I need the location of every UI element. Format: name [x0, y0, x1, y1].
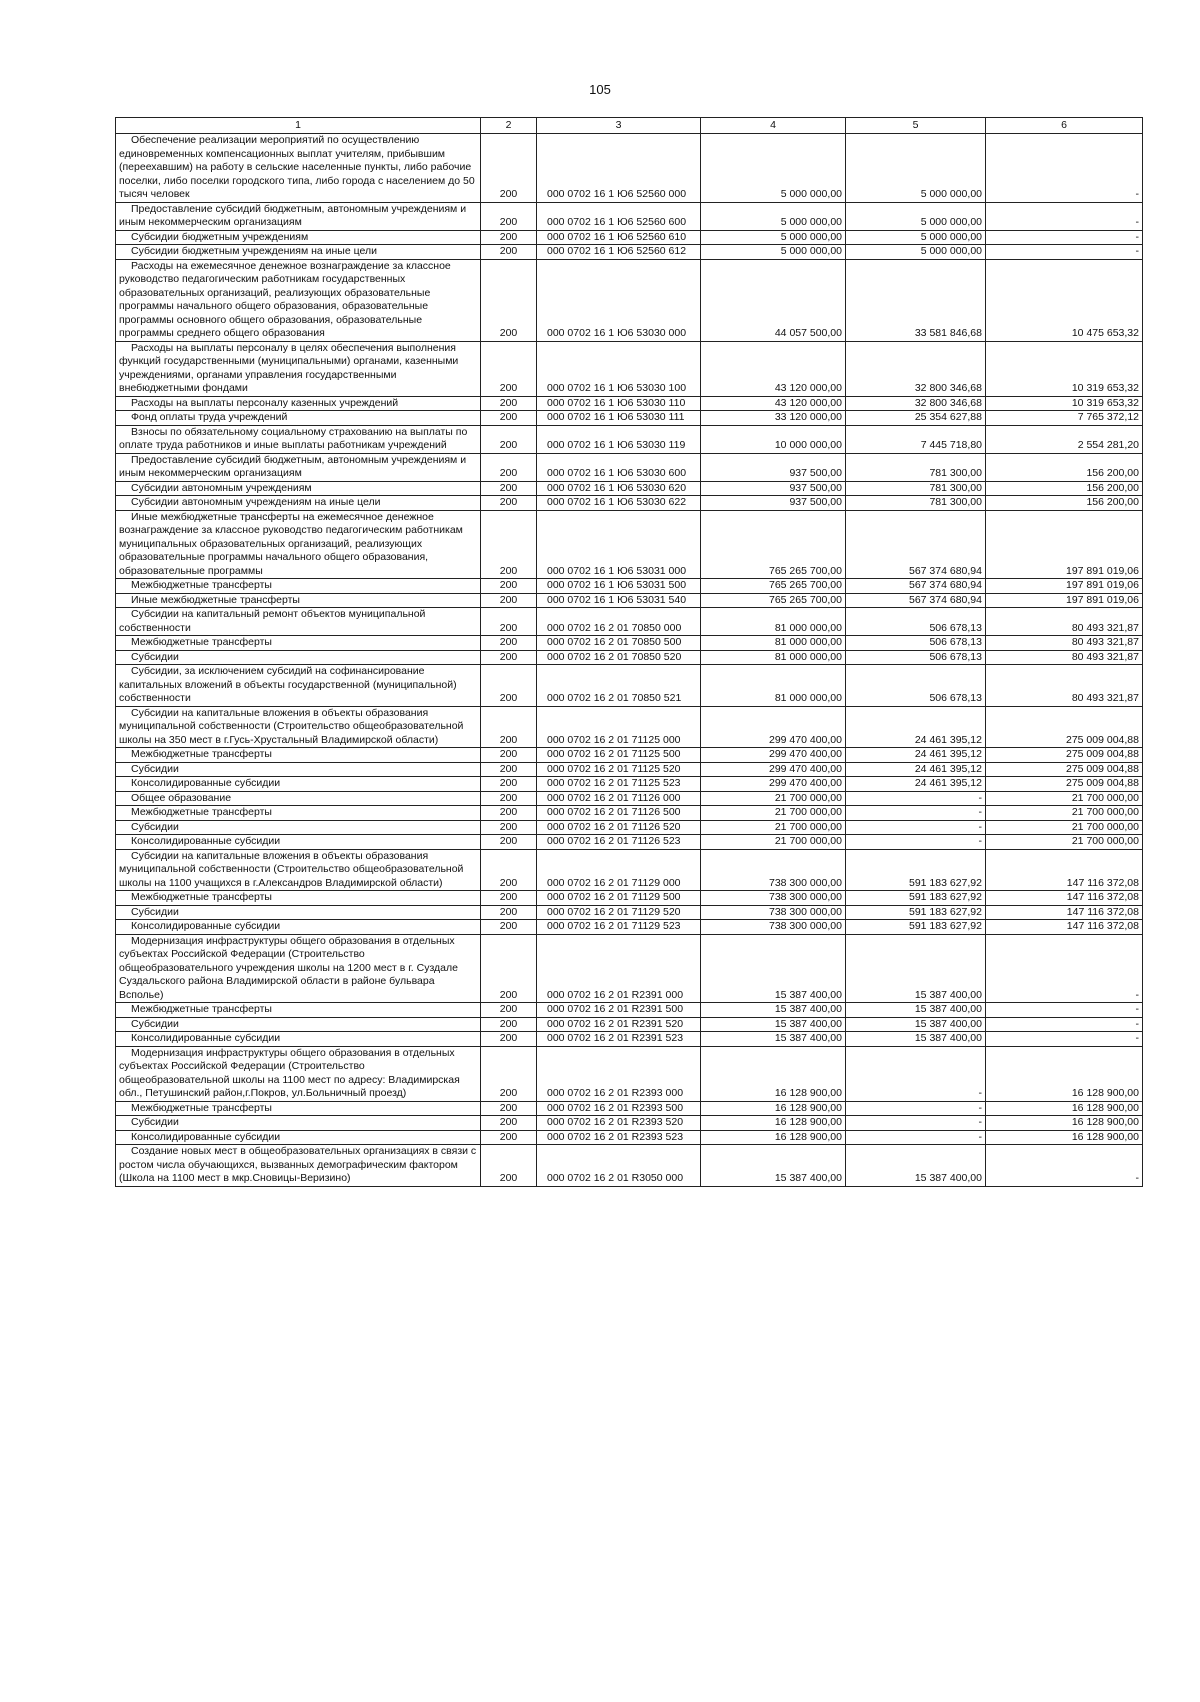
approved-amount-cell: 5 000 000,00: [701, 202, 846, 230]
item-name-cell: Субсидии на капитальные вложения в объекты образования муниципальной собственности (Строительство общеобразовательной школы на 350 мест в г.Гусь-Хрустальный Владимирской области): [116, 706, 481, 748]
executed-amount-cell: 32 800 346,68: [846, 341, 986, 396]
admin-code-cell: 200: [481, 259, 537, 341]
item-name-cell: Взносы по обязательному социальному страхованию на выплаты по оплате труда работников и иные выплаты работникам учреждений: [116, 425, 481, 453]
admin-code-cell: 200: [481, 835, 537, 850]
table-row: [116, 411, 1143, 426]
remaining-amount-cell: 16 128 900,00: [986, 1101, 1143, 1116]
remaining-amount-cell: 80 493 321,87: [986, 636, 1143, 651]
admin-code-cell: 200: [481, 891, 537, 906]
header-col-1: 1: [116, 118, 481, 134]
approved-amount-cell: 738 300 000,00: [701, 891, 846, 906]
table-row: [116, 835, 1143, 850]
admin-code-cell: 200: [481, 762, 537, 777]
table-row: [116, 1130, 1143, 1145]
item-name-cell: Фонд оплаты труда учреждений: [116, 411, 481, 426]
admin-code-cell: 200: [481, 1130, 537, 1145]
header-col-3: 3: [537, 118, 701, 134]
executed-amount-cell: 24 461 395,12: [846, 706, 986, 748]
item-name-cell: Субсидии: [116, 905, 481, 920]
admin-code-cell: 200: [481, 791, 537, 806]
approved-amount-cell: 738 300 000,00: [701, 849, 846, 891]
budget-code-cell: 000 0702 16 2 01 70850 500: [537, 636, 701, 651]
item-name-cell: Межбюджетные трансферты: [116, 1101, 481, 1116]
remaining-amount-cell: 21 700 000,00: [986, 835, 1143, 850]
executed-amount-cell: 591 183 627,92: [846, 849, 986, 891]
executed-amount-cell: 591 183 627,92: [846, 920, 986, 935]
admin-code-cell: 200: [481, 134, 537, 203]
table-row: [116, 396, 1143, 411]
item-name-cell: Субсидии на капитальные вложения в объекты образования муниципальной собственности (Строительство общеобразовательной школы на 1100 учащихся в г.Александров Владимирской области): [116, 849, 481, 891]
item-name-cell: Консолидированные субсидии: [116, 1032, 481, 1047]
admin-code-cell: 200: [481, 1101, 537, 1116]
budget-code-cell: 000 0702 16 2 01 R2391 520: [537, 1017, 701, 1032]
table-row: [116, 510, 1143, 579]
item-name-cell: Предоставление субсидий бюджетным, автономным учреждениям и иным некоммерческим организациям: [116, 453, 481, 481]
executed-amount-cell: -: [846, 1101, 986, 1116]
remaining-amount-cell: 16 128 900,00: [986, 1130, 1143, 1145]
table-body: [116, 134, 1143, 1187]
budget-code-cell: 000 0702 16 2 01 71126 520: [537, 820, 701, 835]
table-row: [116, 665, 1143, 707]
remaining-amount-cell: 156 200,00: [986, 453, 1143, 481]
budget-code-cell: 000 0702 16 2 01 71129 000: [537, 849, 701, 891]
admin-code-cell: 200: [481, 425, 537, 453]
table-row: [116, 1046, 1143, 1101]
budget-code-cell: 000 0702 16 2 01 71125 000: [537, 706, 701, 748]
executed-amount-cell: 591 183 627,92: [846, 891, 986, 906]
approved-amount-cell: 10 000 000,00: [701, 425, 846, 453]
executed-amount-cell: 24 461 395,12: [846, 777, 986, 792]
approved-amount-cell: 15 387 400,00: [701, 1017, 846, 1032]
remaining-amount-cell: 147 116 372,08: [986, 905, 1143, 920]
table-row: [116, 230, 1143, 245]
remaining-amount-cell: 197 891 019,06: [986, 579, 1143, 594]
page-number: 105: [589, 82, 611, 97]
budget-code-cell: 000 0702 16 2 01 R2391 000: [537, 934, 701, 1003]
budget-code-cell: 000 0702 16 2 01 R2391 500: [537, 1003, 701, 1018]
item-name-cell: Субсидии автономным учреждениям: [116, 481, 481, 496]
approved-amount-cell: 16 128 900,00: [701, 1046, 846, 1101]
header-row: [116, 118, 1143, 134]
remaining-amount-cell: 21 700 000,00: [986, 791, 1143, 806]
budget-code-cell: 000 0702 16 2 01 71129 500: [537, 891, 701, 906]
executed-amount-cell: -: [846, 791, 986, 806]
item-name-cell: Субсидии: [116, 650, 481, 665]
header-col-5: 5: [846, 118, 986, 134]
budget-code-cell: 000 0702 16 2 01 71125 520: [537, 762, 701, 777]
item-name-cell: Субсидии бюджетным учреждениям на иные цели: [116, 245, 481, 260]
budget-code-cell: 000 0702 16 2 01 71129 520: [537, 905, 701, 920]
item-name-cell: Субсидии, за исключением субсидий на софинансирование капитальных вложений в объекты государственной (муниципальной) собственности: [116, 665, 481, 707]
budget-code-cell: 000 0702 16 1 Ю6 52560 612: [537, 245, 701, 260]
executed-amount-cell: 506 678,13: [846, 650, 986, 665]
item-name-cell: Межбюджетные трансферты: [116, 748, 481, 763]
budget-code-cell: 000 0702 16 2 01 70850 521: [537, 665, 701, 707]
item-name-cell: Межбюджетные трансферты: [116, 891, 481, 906]
approved-amount-cell: 5 000 000,00: [701, 230, 846, 245]
remaining-amount-cell: -: [986, 202, 1143, 230]
budget-code-cell: 000 0702 16 1 Ю6 53030 110: [537, 396, 701, 411]
approved-amount-cell: 765 265 700,00: [701, 510, 846, 579]
table-row: [116, 706, 1143, 748]
executed-amount-cell: 33 581 846,68: [846, 259, 986, 341]
approved-amount-cell: 937 500,00: [701, 453, 846, 481]
table-row: [116, 579, 1143, 594]
item-name-cell: Субсидии на капитальный ремонт объектов муниципальной собственности: [116, 608, 481, 636]
budget-code-cell: 000 0702 16 2 01 71125 500: [537, 748, 701, 763]
approved-amount-cell: 16 128 900,00: [701, 1116, 846, 1131]
remaining-amount-cell: 7 765 372,12: [986, 411, 1143, 426]
remaining-amount-cell: 275 009 004,88: [986, 762, 1143, 777]
approved-amount-cell: 21 700 000,00: [701, 791, 846, 806]
budget-code-cell: 000 0702 16 1 Ю6 52560 610: [537, 230, 701, 245]
budget-code-cell: 000 0702 16 1 Ю6 53031 540: [537, 593, 701, 608]
approved-amount-cell: 15 387 400,00: [701, 1145, 846, 1187]
admin-code-cell: 200: [481, 905, 537, 920]
item-name-cell: Межбюджетные трансферты: [116, 579, 481, 594]
approved-amount-cell: 21 700 000,00: [701, 806, 846, 821]
table-row: [116, 1032, 1143, 1047]
table-row: [116, 650, 1143, 665]
admin-code-cell: 200: [481, 453, 537, 481]
admin-code-cell: 200: [481, 777, 537, 792]
remaining-amount-cell: 2 554 281,20: [986, 425, 1143, 453]
executed-amount-cell: 506 678,13: [846, 665, 986, 707]
item-name-cell: Субсидии: [116, 762, 481, 777]
budget-code-cell: 000 0702 16 2 01 71126 500: [537, 806, 701, 821]
admin-code-cell: 200: [481, 934, 537, 1003]
approved-amount-cell: 43 120 000,00: [701, 396, 846, 411]
approved-amount-cell: 765 265 700,00: [701, 593, 846, 608]
budget-code-cell: 000 0702 16 1 Ю6 53030 119: [537, 425, 701, 453]
item-name-cell: Общее образование: [116, 791, 481, 806]
approved-amount-cell: 44 057 500,00: [701, 259, 846, 341]
executed-amount-cell: 32 800 346,68: [846, 396, 986, 411]
budget-code-cell: 000 0702 16 2 01 R2393 500: [537, 1101, 701, 1116]
table-row: [116, 134, 1143, 203]
approved-amount-cell: 81 000 000,00: [701, 608, 846, 636]
executed-amount-cell: 567 374 680,94: [846, 593, 986, 608]
remaining-amount-cell: 156 200,00: [986, 481, 1143, 496]
admin-code-cell: 200: [481, 1032, 537, 1047]
approved-amount-cell: 16 128 900,00: [701, 1130, 846, 1145]
budget-code-cell: 000 0702 16 1 Ю6 53030 622: [537, 496, 701, 511]
remaining-amount-cell: -: [986, 230, 1143, 245]
table-row: [116, 636, 1143, 651]
admin-code-cell: 200: [481, 202, 537, 230]
item-name-cell: Субсидии: [116, 820, 481, 835]
admin-code-cell: 200: [481, 496, 537, 511]
remaining-amount-cell: 21 700 000,00: [986, 820, 1143, 835]
executed-amount-cell: 781 300,00: [846, 481, 986, 496]
table-row: [116, 481, 1143, 496]
table-row: [116, 777, 1143, 792]
item-name-cell: Консолидированные субсидии: [116, 920, 481, 935]
approved-amount-cell: 21 700 000,00: [701, 835, 846, 850]
budget-code-cell: 000 0702 16 1 Ю6 52560 000: [537, 134, 701, 203]
executed-amount-cell: 506 678,13: [846, 608, 986, 636]
approved-amount-cell: 33 120 000,00: [701, 411, 846, 426]
budget-code-cell: 000 0702 16 1 Ю6 53030 100: [537, 341, 701, 396]
item-name-cell: Межбюджетные трансферты: [116, 806, 481, 821]
remaining-amount-cell: 80 493 321,87: [986, 650, 1143, 665]
executed-amount-cell: 781 300,00: [846, 453, 986, 481]
budget-code-cell: 000 0702 16 1 Ю6 53030 000: [537, 259, 701, 341]
executed-amount-cell: 7 445 718,80: [846, 425, 986, 453]
executed-amount-cell: 567 374 680,94: [846, 510, 986, 579]
item-name-cell: Расходы на выплаты персоналу в целях обеспечения выполнения функций государственными (муниципальными) органами, казенными учреждениями, органами управления государственными внебюджетными фондами: [116, 341, 481, 396]
remaining-amount-cell: 10 475 653,32: [986, 259, 1143, 341]
admin-code-cell: 200: [481, 920, 537, 935]
remaining-amount-cell: 156 200,00: [986, 496, 1143, 511]
budget-code-cell: 000 0702 16 1 Ю6 53031 500: [537, 579, 701, 594]
remaining-amount-cell: 275 009 004,88: [986, 777, 1143, 792]
approved-amount-cell: 81 000 000,00: [701, 636, 846, 651]
remaining-amount-cell: 197 891 019,06: [986, 510, 1143, 579]
remaining-amount-cell: 147 116 372,08: [986, 891, 1143, 906]
admin-code-cell: 200: [481, 1017, 537, 1032]
budget-code-cell: 000 0702 16 2 01 70850 520: [537, 650, 701, 665]
admin-code-cell: 200: [481, 593, 537, 608]
header-col-2: 2: [481, 118, 537, 134]
admin-code-cell: 200: [481, 230, 537, 245]
table-row: [116, 496, 1143, 511]
table-header: [116, 118, 1143, 134]
table-row: [116, 453, 1143, 481]
item-name-cell: Расходы на выплаты персоналу казенных учреждений: [116, 396, 481, 411]
remaining-amount-cell: -: [986, 934, 1143, 1003]
budget-code-cell: 000 0702 16 2 01 R3050 000: [537, 1145, 701, 1187]
budget-code-cell: 000 0702 16 2 01 R2391 523: [537, 1032, 701, 1047]
remaining-amount-cell: 10 319 653,32: [986, 396, 1143, 411]
remaining-amount-cell: 147 116 372,08: [986, 849, 1143, 891]
executed-amount-cell: 24 461 395,12: [846, 762, 986, 777]
executed-amount-cell: 506 678,13: [846, 636, 986, 651]
approved-amount-cell: 299 470 400,00: [701, 748, 846, 763]
item-name-cell: Обеспечение реализации мероприятий по осуществлению единовременных компенсационных выплат учителям, прибывшим (переехавшим) на работу в сельские населенные пункты, либо рабочие поселки, либо поселки городского типа, либо города с населением до 50 тысяч человек: [116, 134, 481, 203]
remaining-amount-cell: 147 116 372,08: [986, 920, 1143, 935]
item-name-cell: Субсидии бюджетным учреждениям: [116, 230, 481, 245]
table-row: [116, 341, 1143, 396]
item-name-cell: Субсидии: [116, 1116, 481, 1131]
approved-amount-cell: 937 500,00: [701, 481, 846, 496]
item-name-cell: Межбюджетные трансферты: [116, 636, 481, 651]
table-row: [116, 791, 1143, 806]
table-row: [116, 891, 1143, 906]
admin-code-cell: 200: [481, 806, 537, 821]
admin-code-cell: 200: [481, 481, 537, 496]
table-row: [116, 762, 1143, 777]
header-col-6: 6: [986, 118, 1143, 134]
item-name-cell: Субсидии: [116, 1017, 481, 1032]
admin-code-cell: 200: [481, 411, 537, 426]
admin-code-cell: 200: [481, 579, 537, 594]
table-row: [116, 934, 1143, 1003]
budget-code-cell: 000 0702 16 2 01 71129 523: [537, 920, 701, 935]
item-name-cell: Предоставление субсидий бюджетным, автономным учреждениям и иным некоммерческим организациям: [116, 202, 481, 230]
admin-code-cell: 200: [481, 510, 537, 579]
remaining-amount-cell: 80 493 321,87: [986, 608, 1143, 636]
table-row: [116, 608, 1143, 636]
item-name-cell: Иные межбюджетные трансферты на ежемесячное денежное вознаграждение за классное руководство педагогическим работникам муниципальных образовательных организаций, реализующих образовательные программы начального общего образования, образовательные программы: [116, 510, 481, 579]
budget-code-cell: 000 0702 16 2 01 R2393 520: [537, 1116, 701, 1131]
admin-code-cell: 200: [481, 396, 537, 411]
remaining-amount-cell: -: [986, 1145, 1143, 1187]
table-row: [116, 593, 1143, 608]
budget-code-cell: 000 0702 16 1 Ю6 52560 600: [537, 202, 701, 230]
executed-amount-cell: 5 000 000,00: [846, 245, 986, 260]
executed-amount-cell: 15 387 400,00: [846, 1003, 986, 1018]
executed-amount-cell: -: [846, 1116, 986, 1131]
remaining-amount-cell: 10 319 653,32: [986, 341, 1143, 396]
budget-code-cell: 000 0702 16 2 01 R2393 523: [537, 1130, 701, 1145]
table-row: [116, 1017, 1143, 1032]
admin-code-cell: 200: [481, 650, 537, 665]
table-row: [116, 849, 1143, 891]
admin-code-cell: 200: [481, 636, 537, 651]
executed-amount-cell: -: [846, 835, 986, 850]
remaining-amount-cell: -: [986, 134, 1143, 203]
remaining-amount-cell: -: [986, 1017, 1143, 1032]
item-name-cell: Модернизация инфраструктуры общего образования в отдельных субъектах Российской Федерации (Строительство общеобразовательного учреждения школы на 1200 мест в г. Суздале Суздальского района Владимирской области в районе бульвара Всполье): [116, 934, 481, 1003]
admin-code-cell: 200: [481, 1145, 537, 1187]
table-row: [116, 1003, 1143, 1018]
budget-code-cell: 000 0702 16 2 01 71125 523: [537, 777, 701, 792]
table-row: [116, 259, 1143, 341]
executed-amount-cell: -: [846, 820, 986, 835]
executed-amount-cell: 24 461 395,12: [846, 748, 986, 763]
executed-amount-cell: 15 387 400,00: [846, 934, 986, 1003]
admin-code-cell: 200: [481, 820, 537, 835]
approved-amount-cell: 15 387 400,00: [701, 1032, 846, 1047]
executed-amount-cell: 5 000 000,00: [846, 202, 986, 230]
approved-amount-cell: 43 120 000,00: [701, 341, 846, 396]
item-name-cell: Расходы на ежемесячное денежное вознаграждение за классное руководство педагогическим работникам государственных образовательных организаций, реализующих образовательные программы начального общего образования, образовательные программы основного общего образования, образовательные программы среднего общего образования: [116, 259, 481, 341]
remaining-amount-cell: 16 128 900,00: [986, 1046, 1143, 1101]
admin-code-cell: 200: [481, 706, 537, 748]
budget-code-cell: 000 0702 16 2 01 71126 000: [537, 791, 701, 806]
table-row: [116, 1145, 1143, 1187]
table-row: [116, 920, 1143, 935]
remaining-amount-cell: -: [986, 245, 1143, 260]
approved-amount-cell: 765 265 700,00: [701, 579, 846, 594]
executed-amount-cell: -: [846, 806, 986, 821]
remaining-amount-cell: 275 009 004,88: [986, 748, 1143, 763]
remaining-amount-cell: 80 493 321,87: [986, 665, 1143, 707]
executed-amount-cell: 591 183 627,92: [846, 905, 986, 920]
item-name-cell: Модернизация инфраструктуры общего образования в отдельных субъектах Российской Федерации (Строительство общеобразовательной школы на 1100 мест по адресу: Владимирская обл., Петушинский район,г.Покров, ул.Больничный проезд): [116, 1046, 481, 1101]
admin-code-cell: 200: [481, 1046, 537, 1101]
executed-amount-cell: 5 000 000,00: [846, 134, 986, 203]
item-name-cell: Иные межбюджетные трансферты: [116, 593, 481, 608]
table-row: [116, 1116, 1143, 1131]
admin-code-cell: 200: [481, 608, 537, 636]
budget-table: [115, 117, 1143, 1187]
approved-amount-cell: 738 300 000,00: [701, 920, 846, 935]
item-name-cell: Консолидированные субсидии: [116, 1130, 481, 1145]
budget-code-cell: 000 0702 16 2 01 70850 000: [537, 608, 701, 636]
executed-amount-cell: 25 354 627,88: [846, 411, 986, 426]
budget-code-cell: 000 0702 16 1 Ю6 53031 000: [537, 510, 701, 579]
budget-code-cell: 000 0702 16 1 Ю6 53030 111: [537, 411, 701, 426]
admin-code-cell: 200: [481, 1003, 537, 1018]
item-name-cell: Консолидированные субсидии: [116, 835, 481, 850]
approved-amount-cell: 299 470 400,00: [701, 762, 846, 777]
executed-amount-cell: -: [846, 1130, 986, 1145]
remaining-amount-cell: 16 128 900,00: [986, 1116, 1143, 1131]
executed-amount-cell: 15 387 400,00: [846, 1032, 986, 1047]
budget-code-cell: 000 0702 16 1 Ю6 53030 620: [537, 481, 701, 496]
approved-amount-cell: 81 000 000,00: [701, 665, 846, 707]
remaining-amount-cell: -: [986, 1032, 1143, 1047]
item-name-cell: Создание новых мест в общеобразовательных организациях в связи с ростом числа обучающихся, вызванных демографическим фактором (Школа на 1100 мест в мкр.Сновицы-Веризино): [116, 1145, 481, 1187]
executed-amount-cell: 5 000 000,00: [846, 230, 986, 245]
executed-amount-cell: -: [846, 1046, 986, 1101]
table-row: [116, 245, 1143, 260]
budget-code-cell: 000 0702 16 1 Ю6 53030 600: [537, 453, 701, 481]
approved-amount-cell: 5 000 000,00: [701, 134, 846, 203]
approved-amount-cell: 5 000 000,00: [701, 245, 846, 260]
admin-code-cell: 200: [481, 341, 537, 396]
executed-amount-cell: 567 374 680,94: [846, 579, 986, 594]
table-row: [116, 820, 1143, 835]
budget-code-cell: 000 0702 16 2 01 71126 523: [537, 835, 701, 850]
approved-amount-cell: 937 500,00: [701, 496, 846, 511]
approved-amount-cell: 299 470 400,00: [701, 706, 846, 748]
admin-code-cell: 200: [481, 665, 537, 707]
approved-amount-cell: 16 128 900,00: [701, 1101, 846, 1116]
remaining-amount-cell: 275 009 004,88: [986, 706, 1143, 748]
remaining-amount-cell: 197 891 019,06: [986, 593, 1143, 608]
budget-code-cell: 000 0702 16 2 01 R2393 000: [537, 1046, 701, 1101]
item-name-cell: Консолидированные субсидии: [116, 777, 481, 792]
approved-amount-cell: 15 387 400,00: [701, 1003, 846, 1018]
executed-amount-cell: 15 387 400,00: [846, 1145, 986, 1187]
executed-amount-cell: 781 300,00: [846, 496, 986, 511]
table-row: [116, 748, 1143, 763]
table-row: [116, 806, 1143, 821]
approved-amount-cell: 15 387 400,00: [701, 934, 846, 1003]
admin-code-cell: 200: [481, 748, 537, 763]
table-row: [116, 425, 1143, 453]
table-row: [116, 202, 1143, 230]
approved-amount-cell: 299 470 400,00: [701, 777, 846, 792]
admin-code-cell: 200: [481, 849, 537, 891]
approved-amount-cell: 81 000 000,00: [701, 650, 846, 665]
table-row: [116, 1101, 1143, 1116]
admin-code-cell: 200: [481, 1116, 537, 1131]
remaining-amount-cell: -: [986, 1003, 1143, 1018]
header-col-4: 4: [701, 118, 846, 134]
approved-amount-cell: 738 300 000,00: [701, 905, 846, 920]
item-name-cell: Межбюджетные трансферты: [116, 1003, 481, 1018]
approved-amount-cell: 21 700 000,00: [701, 820, 846, 835]
item-name-cell: Субсидии автономным учреждениям на иные цели: [116, 496, 481, 511]
executed-amount-cell: 15 387 400,00: [846, 1017, 986, 1032]
admin-code-cell: 200: [481, 245, 537, 260]
remaining-amount-cell: 21 700 000,00: [986, 806, 1143, 821]
table-row: [116, 905, 1143, 920]
